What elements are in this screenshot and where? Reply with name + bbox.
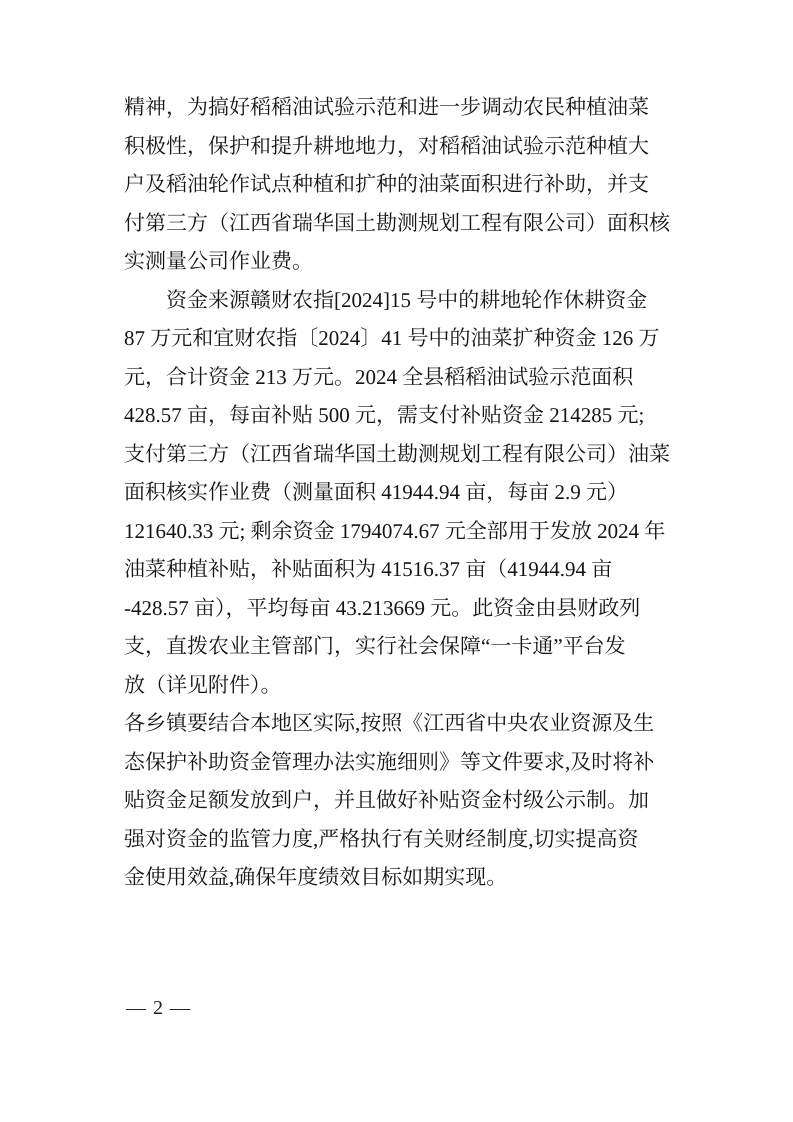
text-line: 精神，为搞好稻稻油试验示范和进一步调动农民种植油菜 [124,95,649,119]
paragraph-2 [124,281,684,705]
text-line: 元，合计资金 213 万元。2024 全县稻稻油试验示范面积 [124,364,634,389]
text-line: 态保护补助资金管理办法实施细则》等文件要求,及时将补 [124,749,655,774]
text-line: 支，直拨农业主管部门，实行社会保障“一卡通”平台发 [124,634,626,658]
text-line: 贴资金足额发放到户，并且做好补贴资金村级公示制。加 [124,788,649,812]
text-line: 各乡镇要结合本地区实际,按照《江西省中央农业资源及生 [124,711,655,735]
text-line: -428.57 亩），平均每亩 43.213669 元。此资金由县财政列 [124,595,641,620]
page-number: — 2 — [126,997,191,1019]
text-line: 金使用效益,确保年度绩效目标如期实现。 [124,865,508,889]
text-line: 资金来源赣财农指[2024]15 号中的耕地轮作休耕资金 [166,287,648,312]
page-footer [126,995,191,1021]
text-line: 付第三方（江西省瑞华国土勘测规划工程有限公司）面积核 [124,210,670,235]
text-line: 面积核实作业费（测量面积 41944.94 亩，每亩 2.9 元） [124,480,628,504]
text-line: 油菜种植补贴，补贴面积为 41516.37 亩（41944.94 亩 [124,557,613,581]
text-line: 积极性，保护和提升耕地地力，对稻稻油试验示范种植大 [124,133,649,158]
body-text [124,88,684,897]
paragraph-1 [124,88,684,281]
text-line: 87 万元和宜财农指〔2024〕41 号中的油菜扩种资金 126 万 [124,326,660,350]
text-line: 实测量公司作业费。 [124,249,313,273]
text-line: 户及稻油轮作试点种植和扩种的油菜面积进行补助，并支 [124,172,649,196]
text-line: 放（详见附件）。 [124,672,282,697]
text-line: 121640.33 元; 剩余资金 1794074.67 元全部用于发放 2024 年 [124,518,666,543]
paragraph-3 [124,704,684,897]
text-line: 支付第三方（江西省瑞华国土勘测规划工程有限公司）油菜 [124,441,670,466]
text-line: 428.57 亩，每亩补贴 500 元，需支付补贴资金 214285 元; [124,403,645,427]
text-line: 强对资金的监管力度,严格执行有关财经制度,切实提高资 [124,826,639,851]
